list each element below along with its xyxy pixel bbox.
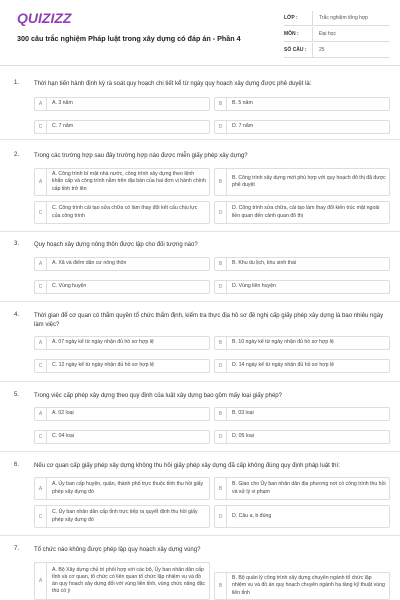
meta-label: LỚP :: [284, 14, 298, 21]
option-a[interactable]: [34, 168, 210, 196]
option-b[interactable]: [214, 407, 390, 421]
option-letter: C: [35, 121, 47, 133]
option-text: C. 04 loại: [52, 433, 74, 440]
option-letter: B: [215, 408, 227, 420]
option-letter: D: [215, 121, 227, 133]
worksheet-meta: [284, 10, 390, 58]
question-7: [0, 536, 400, 600]
option-text: A. Ủy ban cấp huyện, quận, thành phố trực thuộc tỉnh thu hồi giấy phép xây dựng đó: [52, 481, 204, 495]
question-number: 2.: [14, 152, 20, 158]
question-text: Quy hoạch xây dựng nông thôn được lập cho đối tượng nào?: [34, 242, 198, 248]
option-b[interactable]: [214, 336, 390, 350]
meta-value: Trắc nghiệm tổng hợp: [319, 14, 368, 21]
option-letter: B: [215, 573, 227, 599]
option-a[interactable]: [34, 97, 210, 111]
question-2: [0, 140, 400, 232]
question-number: 6.: [14, 462, 20, 468]
option-letter: D: [215, 431, 227, 443]
question-number: 1.: [14, 80, 20, 86]
option-a[interactable]: [34, 477, 210, 500]
question-number: 3.: [14, 241, 20, 247]
option-b[interactable]: [214, 168, 390, 196]
option-letter: B: [215, 258, 227, 270]
option-c[interactable]: [34, 280, 210, 294]
option-d[interactable]: [214, 120, 390, 134]
quizizz-logo: [17, 10, 97, 26]
option-text: C. Ủy ban nhân dân cấp tỉnh trực tiếp ra quyết định thu hồi giấy phép xây dựng đó: [52, 509, 198, 523]
meta-row-subject: [284, 26, 390, 42]
question-5: [0, 382, 400, 452]
option-d[interactable]: [214, 201, 390, 224]
option-text: B. Bộ quản lý công trình xây dựng chuyên ngành tổ chức lập nhiệm vụ và đồ án quy hoạch chuyên ngành hạ tầng kỹ thuật vùng liên tỉnh: [232, 575, 385, 596]
meta-label: MÔN :: [284, 30, 299, 37]
option-text: A. 07 ngày kể từ ngày nhận đủ hồ sơ hợp lệ: [52, 339, 154, 346]
option-letter: B: [215, 98, 227, 110]
option-c[interactable]: [34, 505, 210, 528]
option-letter: C: [35, 431, 47, 443]
option-letter: A: [35, 169, 47, 195]
option-letter: A: [35, 408, 47, 420]
question-1: [0, 66, 400, 140]
option-text: A. Xã và điểm dân cư nông thôn: [52, 260, 127, 267]
option-c[interactable]: [34, 359, 210, 373]
option-text: A. Bộ Xây dựng chủ trì phối hợp với các bộ, Ủy ban nhân dân cấp tỉnh và cơ quan, tổ chức có liên quan tổ chức lập nhiệm vụ và đồ án quy hoạch xây dựng đối với vùng liên tỉnh, vùng chức năng đặc thù có ý: [52, 566, 206, 595]
option-letter: C: [35, 281, 47, 293]
option-text: D. Công trình sửa chữa, cải tạo làm thay đổi kiến trúc mặt ngoài liền quan đến cảnh quan đô thị: [232, 205, 380, 219]
question-text: Thời hạn tiến hành định kỳ rà soát quy hoạch chi tiết kể từ ngày quy hoạch xây dựng được phê duyệt là:: [34, 81, 312, 87]
option-text: B. Khu du lịch, khu sinh thái: [232, 260, 297, 267]
option-letter: B: [215, 337, 227, 349]
option-a[interactable]: [34, 407, 210, 421]
option-letter: A: [35, 478, 47, 499]
option-letter: C: [35, 360, 47, 372]
meta-label: SỐ CÂU :: [284, 46, 307, 53]
option-text: B. 03 loại: [232, 410, 254, 417]
option-c[interactable]: [34, 430, 210, 444]
meta-value: 25: [319, 46, 325, 53]
option-text: C. 7 năm: [52, 123, 74, 130]
option-letter: C: [35, 506, 47, 527]
option-letter: D: [215, 506, 227, 527]
question-3: [0, 232, 400, 302]
question-number: 4.: [14, 312, 20, 318]
question-6: [0, 452, 400, 536]
option-d[interactable]: [214, 430, 390, 444]
option-c[interactable]: [34, 201, 210, 224]
question-4: [0, 302, 400, 382]
option-letter: B: [215, 169, 227, 195]
option-letter: B: [215, 478, 227, 499]
option-b[interactable]: [214, 572, 390, 600]
option-text: A. 02 loại: [52, 410, 74, 417]
option-text: B. Công trình xây dựng mới phù hợp với quy hoạch đô thị đã được phê duyệt: [232, 174, 386, 188]
meta-value: Đại học: [319, 30, 336, 37]
option-a[interactable]: [34, 336, 210, 350]
question-number: 7.: [14, 546, 20, 552]
option-text: D. Câu a, b đúng: [232, 512, 272, 519]
meta-row-class: [284, 10, 390, 26]
option-b[interactable]: [214, 97, 390, 111]
svg-text:QUIZIZZ: QUIZIZZ: [17, 10, 72, 26]
option-text: C. Vùng huyện: [52, 283, 87, 290]
option-a[interactable]: [34, 257, 210, 271]
option-letter: A: [35, 337, 47, 349]
question-text: Tổ chức nào không được phép lập quy hoạch xây dựng vùng?: [34, 547, 201, 553]
option-text: B. Giao cho Ủy ban nhân dân địa phương nơi có công trình thu hồi và xử lý vi phạm: [232, 481, 386, 495]
meta-row-count: [284, 42, 390, 58]
option-d[interactable]: [214, 280, 390, 294]
option-text: D. 05 loại: [232, 433, 254, 440]
worksheet-header: [0, 0, 400, 66]
option-a[interactable]: [34, 562, 210, 600]
option-letter: D: [215, 281, 227, 293]
question-text: Trong các trường hợp sau đây trường hợp nào được miễn giấy phép xây dựng?: [34, 153, 248, 159]
option-c[interactable]: [34, 120, 210, 134]
page-title: 300 câu trắc nghiệm Pháp luật trong xây dựng có đáp án - Phần 4: [17, 34, 241, 43]
option-letter: C: [35, 202, 47, 223]
option-b[interactable]: [214, 257, 390, 271]
option-text: C. Công trình cải tạo sửa chữa có làm thay đổi kết cấu chịu lực của công trình: [52, 205, 198, 219]
question-text: Trong việc cấp phép xây dựng theo quy định của luật xây dựng bao gồm mấy loại giấy phép?: [34, 393, 282, 399]
option-d[interactable]: [214, 505, 390, 528]
question-number: 5.: [14, 392, 20, 398]
question-text: Thời gian để cơ quan có thẩm quyền tổ chức thẩm định, kiểm tra thực địa hồ sơ đề nghị cấp giấy phép xây dựng là bao nhiêu ngày làm việc?: [34, 313, 384, 328]
option-text: D. Vùng liên huyện: [232, 283, 276, 290]
option-text: B. 5 năm: [232, 100, 253, 107]
option-b[interactable]: [214, 477, 390, 500]
option-letter: A: [35, 258, 47, 270]
option-text: D. 14 ngày kể từ ngày nhận đủ hồ sơ hợp lệ: [232, 362, 334, 369]
option-letter: A: [35, 98, 47, 110]
option-text: A. Công trình bí mật nhà nước, công trình xây dựng theo lệnh khẩn cấp và công trình nằm trên địa bàn của hai đơn vị hành chính cấp tỉnh trở lên: [52, 171, 206, 192]
option-text: D. 7 năm: [232, 123, 254, 130]
option-letter: A: [35, 563, 47, 599]
option-letter: D: [215, 360, 227, 372]
option-text: B. 10 ngày kể từ ngày nhận đủ hồ sơ hợp lệ: [232, 339, 334, 346]
option-letter: D: [215, 202, 227, 223]
option-text: C. 12 ngày kể từ ngày nhận đủ hồ sơ hợp lệ: [52, 362, 154, 369]
question-text: Nếu cơ quan cấp giấy phép xây dựng không thu hồi giấy phép xây dựng đã cấp không đúng quy định pháp luật thì:: [34, 463, 340, 469]
option-d[interactable]: [214, 359, 390, 373]
option-text: A. 3 năm: [52, 100, 73, 107]
